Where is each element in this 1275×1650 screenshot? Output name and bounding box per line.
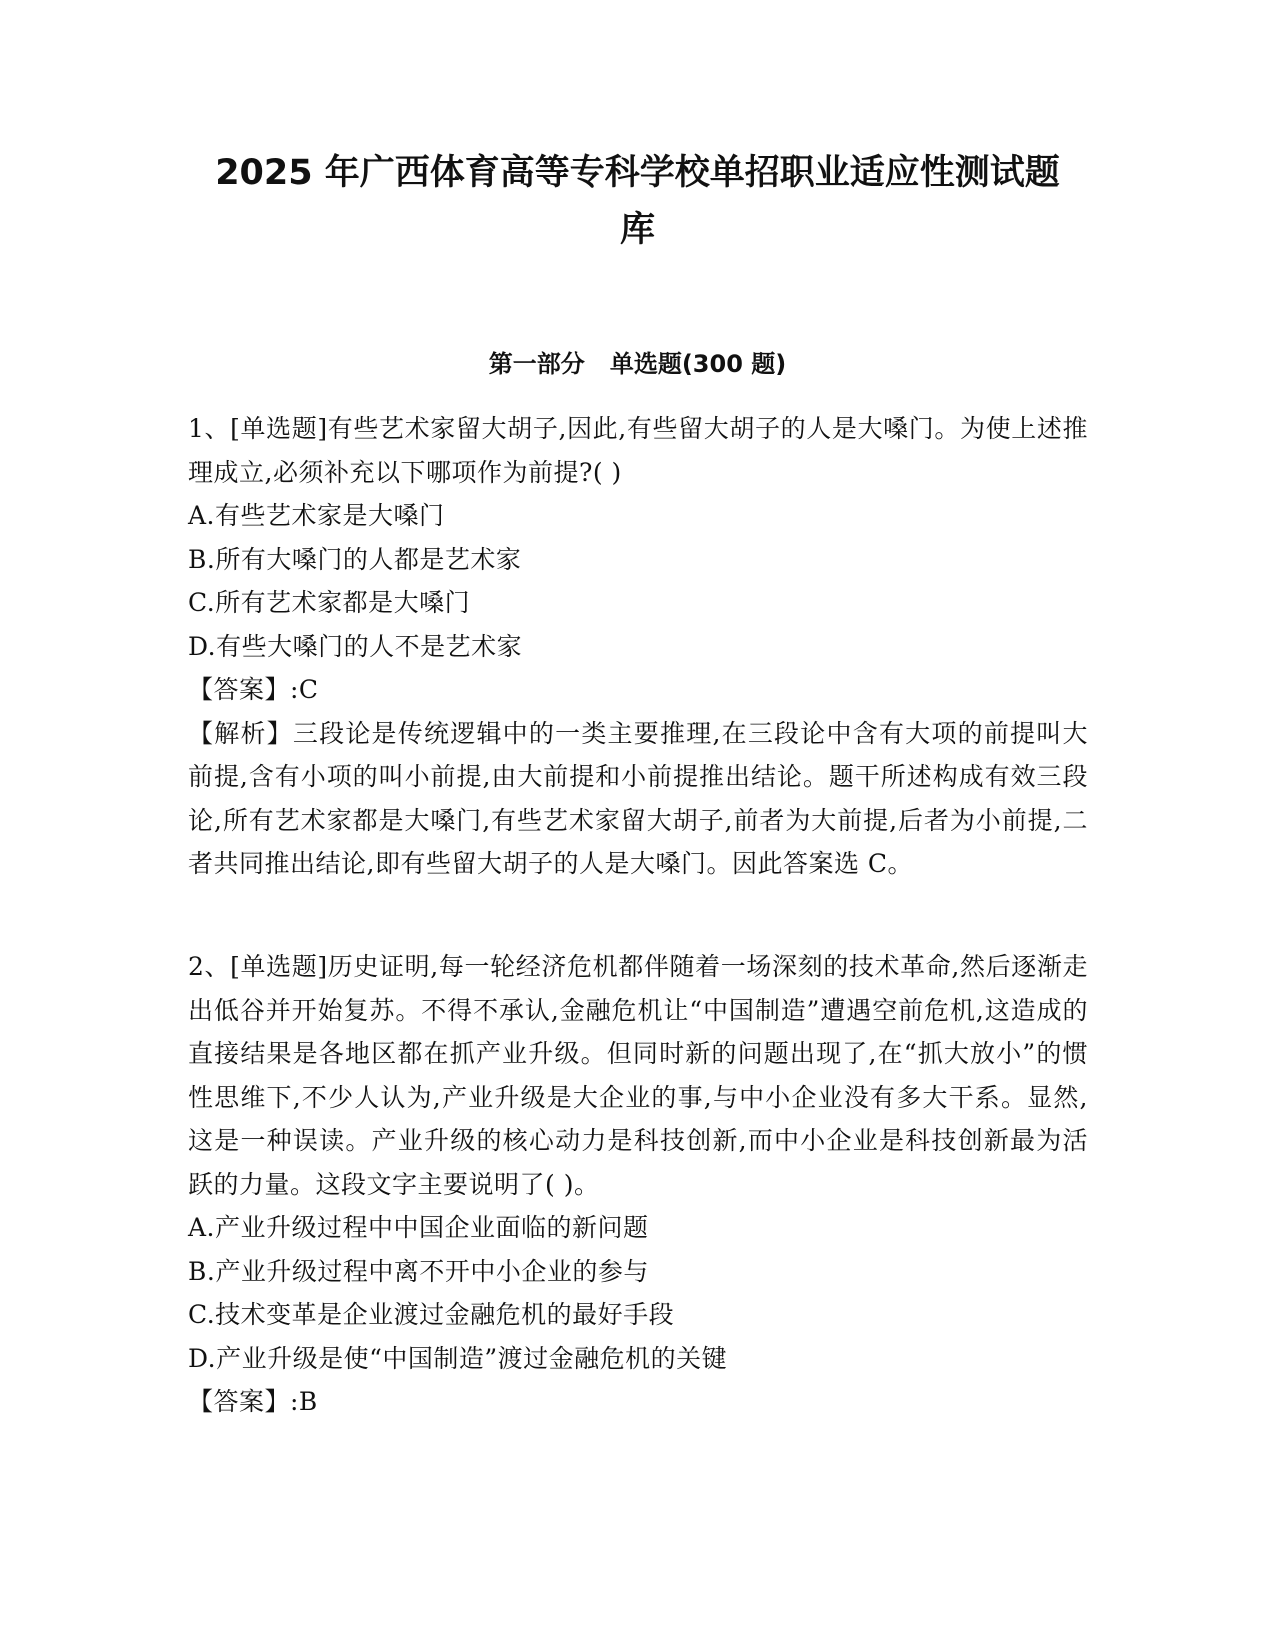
- question-1-option-d: D.有些大嗓门的人不是艺术家: [188, 631, 523, 661]
- question-1-analysis: 【解析】三段论是传统逻辑中的一类主要推理,在三段论中含有大项的前提叫大前提,含有小项的叫小前提,由大前提和小前提推出结论。题干所述构成有效三段论,所有艺术家都是大嗓门,有些艺术家留大胡子,前者为大前提,后者为小前提,二者共同推出结论,即有些留大胡子的人是大嗓门。因此答案选 C。: [188, 718, 1088, 878]
- question-2: [188, 945, 1088, 1424]
- question-2-option-d: D.产业升级是使“中国制造”渡过金融危机的关键: [188, 1343, 728, 1373]
- question-1-answer: 【答案】:C: [188, 675, 319, 704]
- question-1-option-a: A.有些艺术家是大嗓门: [188, 501, 445, 530]
- question-2-option-a: A.产业升级过程中中国企业面临的新问题: [188, 1213, 649, 1242]
- question-2-stem: 2、[单选题]历史证明,每一轮经济危机都伴随着一场深刻的技术革命,然后逐渐走出低谷并开始复苏。不得不承认,金融危机让“中国制造”遭遇空前危机,这造成的直接结果是各地区都在抓产业升级。但同时新的问题出现了,在“抓大放小”的惯性思维下,不少人认为,产业升级是大企业的事,与中小企业没有多大干系。显然,这是一种误读。产业升级的核心动力是科技创新,而中小企业是科技创新最为活跃的力量。这段文字主要说明了( )。: [188, 952, 1088, 1199]
- question-1-stem: 1、[单选题]有些艺术家留大胡子,因此,有些留大胡子的人是大嗓门。为使上述推理成立,必须补充以下哪项作为前提?( ): [188, 414, 1088, 487]
- document-title-line-2: 库: [619, 210, 655, 250]
- question-1-option-b: B.所有大嗓门的人都是艺术家: [188, 544, 522, 574]
- document-title: [180, 145, 1095, 259]
- document-title-line-1: 2025 年广西体育高等专科学校单招职业适应性测试题: [215, 153, 1060, 193]
- question-2-option-c: C.技术变革是企业渡过金融危机的最好手段: [188, 1300, 675, 1329]
- question-1-option-c: C.所有艺术家都是大嗓门: [188, 588, 471, 617]
- question-2-option-b: B.产业升级过程中离不开中小企业的参与: [188, 1256, 649, 1286]
- question-1: [188, 407, 1088, 886]
- section-heading: 第一部分 单选题(300 题): [488, 350, 787, 378]
- question-2-answer: 【答案】:B: [188, 1387, 318, 1416]
